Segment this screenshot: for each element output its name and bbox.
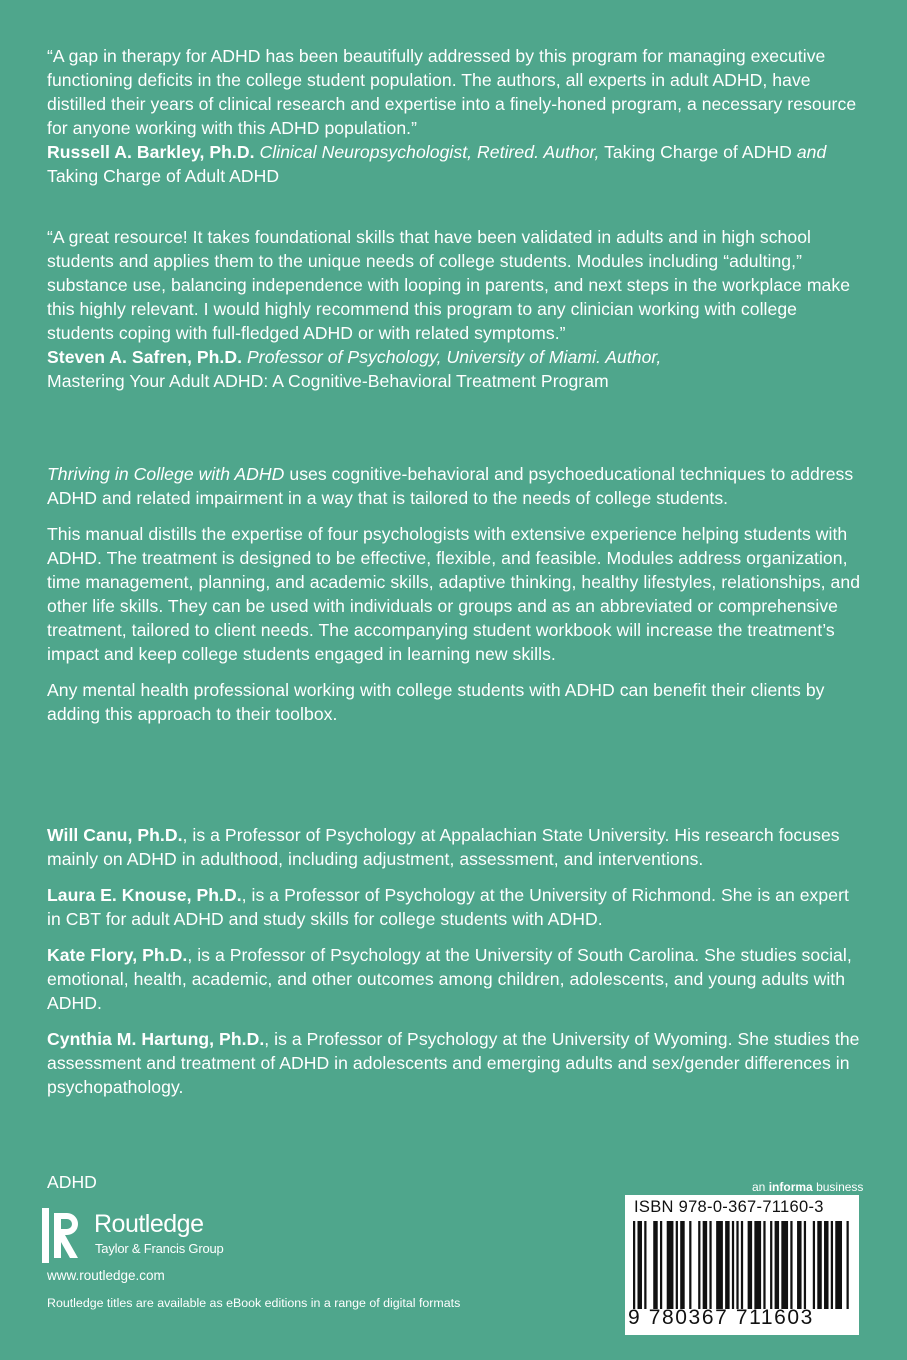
informa-brand: informa xyxy=(768,1180,813,1194)
barcode-bar xyxy=(633,1221,635,1309)
endorser-title: Professor of Psychology, University of Miami. Author, xyxy=(247,347,662,367)
barcode-bar xyxy=(689,1221,691,1309)
author-bio-text: , is a Professor of Psychology at Appalachian State University. His research focuses mainly on ADHD in adulthood, including adjustment, assessment, and interventions. xyxy=(47,825,840,869)
author-bio-text: , is a Professor of Psychology at the University of South Carolina. She studies social, emotional, health, academic, and other outcomes among children, adolescents, and young adults with ADHD. xyxy=(47,945,852,1013)
barcode-bar xyxy=(763,1221,765,1309)
barcode-bars xyxy=(633,1221,851,1309)
publisher-name: Routledge xyxy=(94,1210,204,1238)
barcode-bar xyxy=(790,1221,792,1309)
isbn-label: ISBN 978-0-367-71160-3 xyxy=(634,1198,824,1216)
isbn-barcode xyxy=(625,1195,859,1335)
author-bio xyxy=(47,943,862,1015)
barcode-bar xyxy=(698,1221,700,1309)
barcode-bar xyxy=(725,1221,729,1309)
barcode-bar xyxy=(709,1221,711,1309)
description-paragraph-3: Any mental health professional working with college students with ADHD can benefit their clients by adding this approach to their toolbox. xyxy=(47,680,825,724)
subject-category: ADHD xyxy=(47,1172,97,1192)
author-bio xyxy=(47,883,862,931)
barcode-bar xyxy=(660,1221,662,1309)
barcode-number: 9 780367 711603 xyxy=(628,1306,814,1329)
author-bios xyxy=(47,823,862,1111)
barcode-bar xyxy=(824,1221,828,1309)
author-bio xyxy=(47,823,862,871)
barcode-bar xyxy=(676,1221,678,1309)
barcode-bar xyxy=(804,1221,806,1309)
barcode-bar xyxy=(703,1221,707,1309)
publisher-logo xyxy=(38,1208,258,1263)
quote-text: “A gap in therapy for ADHD has been beautifully addressed by this program for managing executive functioning deficits in the college student population. The authors, all experts in adult ADHD, have distilled their years of clinical research and expertise into a finely-honed program, a necessary resource for anyone working with this ADHD population.” xyxy=(47,46,857,138)
endorser-title: Clinical Neuropsychologist, Retired. Author, xyxy=(259,142,600,162)
barcode-bar xyxy=(736,1221,738,1309)
publisher-website[interactable]: www.routledge.com xyxy=(47,1268,165,1283)
informa-prefix: an xyxy=(752,1180,766,1194)
barcode-bar xyxy=(667,1221,674,1309)
author-name: Will Canu, Ph.D. xyxy=(47,825,183,845)
barcode-bar xyxy=(680,1221,684,1309)
barcode-bar xyxy=(741,1221,743,1309)
quote-attribution xyxy=(47,345,862,393)
informa-tagline xyxy=(752,1180,863,1194)
endorser-name: Steven A. Safren, Ph.D. xyxy=(47,347,243,367)
endorsement-quote-2 xyxy=(47,225,862,393)
informa-suffix: business xyxy=(816,1180,864,1194)
publisher-group: Taylor & Francis Group xyxy=(95,1241,224,1256)
barcode-bar xyxy=(754,1221,761,1309)
barcode-bar xyxy=(835,1221,842,1309)
barcode-bar xyxy=(637,1221,641,1309)
ebook-note: Routledge titles are available as eBook editions in a range of digital formats xyxy=(47,1296,461,1310)
barcode-bar xyxy=(716,1221,723,1309)
barcode-bar xyxy=(653,1221,657,1309)
author-name: Kate Flory, Ph.D. xyxy=(47,945,188,965)
barcode-bar xyxy=(748,1221,752,1309)
barcode-bar xyxy=(817,1221,821,1309)
routledge-logo-icon xyxy=(38,1208,88,1263)
endorser-book-1: Taking Charge of ADHD xyxy=(604,142,792,162)
book-description xyxy=(47,462,862,738)
quote-text: “A great resource! It takes foundational skills that have been validated in adults and in high school students and applies them to the unique needs of college students. Modules including “adulting,” substance use, balancing independence with looping in parents, and next steps in the workplace make this highly relevant. I would highly recommend this program to any clinician working with college students coping with full-fledged ADHD or with related symptoms.” xyxy=(47,227,851,343)
author-name: Laura E. Knouse, Ph.D. xyxy=(47,885,242,905)
description-paragraph-2: This manual distills the expertise of four psychologists with extensive experience helping students with ADHD. The treatment is designed to be effective, flexible, and feasible. Modules address organization, time management, planning, and academic skills, adaptive thinking, healthy lifestyles, relationships, and other life skills. They can be used with individuals or groups and as an abbreviated or comprehensive treatment, tailored to client needs. The accompanying student workbook will increase the treatment’s impact and keep college students engaged in learning new skills. xyxy=(47,524,861,664)
conjunction: and xyxy=(796,142,827,162)
barcode-bar xyxy=(831,1221,833,1309)
author-bio xyxy=(47,1027,862,1099)
author-name: Cynthia M. Hartung, Ph.D. xyxy=(47,1029,265,1049)
barcode-bar xyxy=(732,1221,734,1309)
description-paragraph-1 xyxy=(47,462,862,510)
book-title: Thriving in College with ADHD xyxy=(47,464,285,484)
endorser-name: Russell A. Barkley, Ph.D. xyxy=(47,142,255,162)
barcode-bar xyxy=(775,1221,779,1309)
quote-attribution xyxy=(47,140,862,188)
barcode-bar xyxy=(644,1221,646,1309)
barcode-bar xyxy=(813,1221,815,1309)
barcode-bar xyxy=(770,1221,772,1309)
author-bio-text: , is a Professor of Psychology at the University of Wyoming. She studies the assessment and treatment of ADHD in adolescents and emerging adults and sex/gender differences in psychopathology. xyxy=(47,1029,860,1097)
endorser-book-2: Taking Charge of Adult ADHD xyxy=(47,166,280,186)
description-text: uses cognitive-behavioral and psychoeducational techniques to address ADHD and related impairment in a way that is tailored to the needs of college students. xyxy=(47,464,854,508)
endorser-book: Mastering Your Adult ADHD: A Cognitive-Behavioral Treatment Program xyxy=(47,371,609,391)
author-bio-text: , is a Professor of Psychology at the University of Richmond. She is an expert in CBT for adult ADHD and study skills for college students with ADHD. xyxy=(47,885,849,929)
barcode-bar xyxy=(847,1221,849,1309)
barcode-bar xyxy=(781,1221,788,1309)
barcode-bar xyxy=(797,1221,801,1309)
endorsement-quote-1 xyxy=(47,44,862,188)
